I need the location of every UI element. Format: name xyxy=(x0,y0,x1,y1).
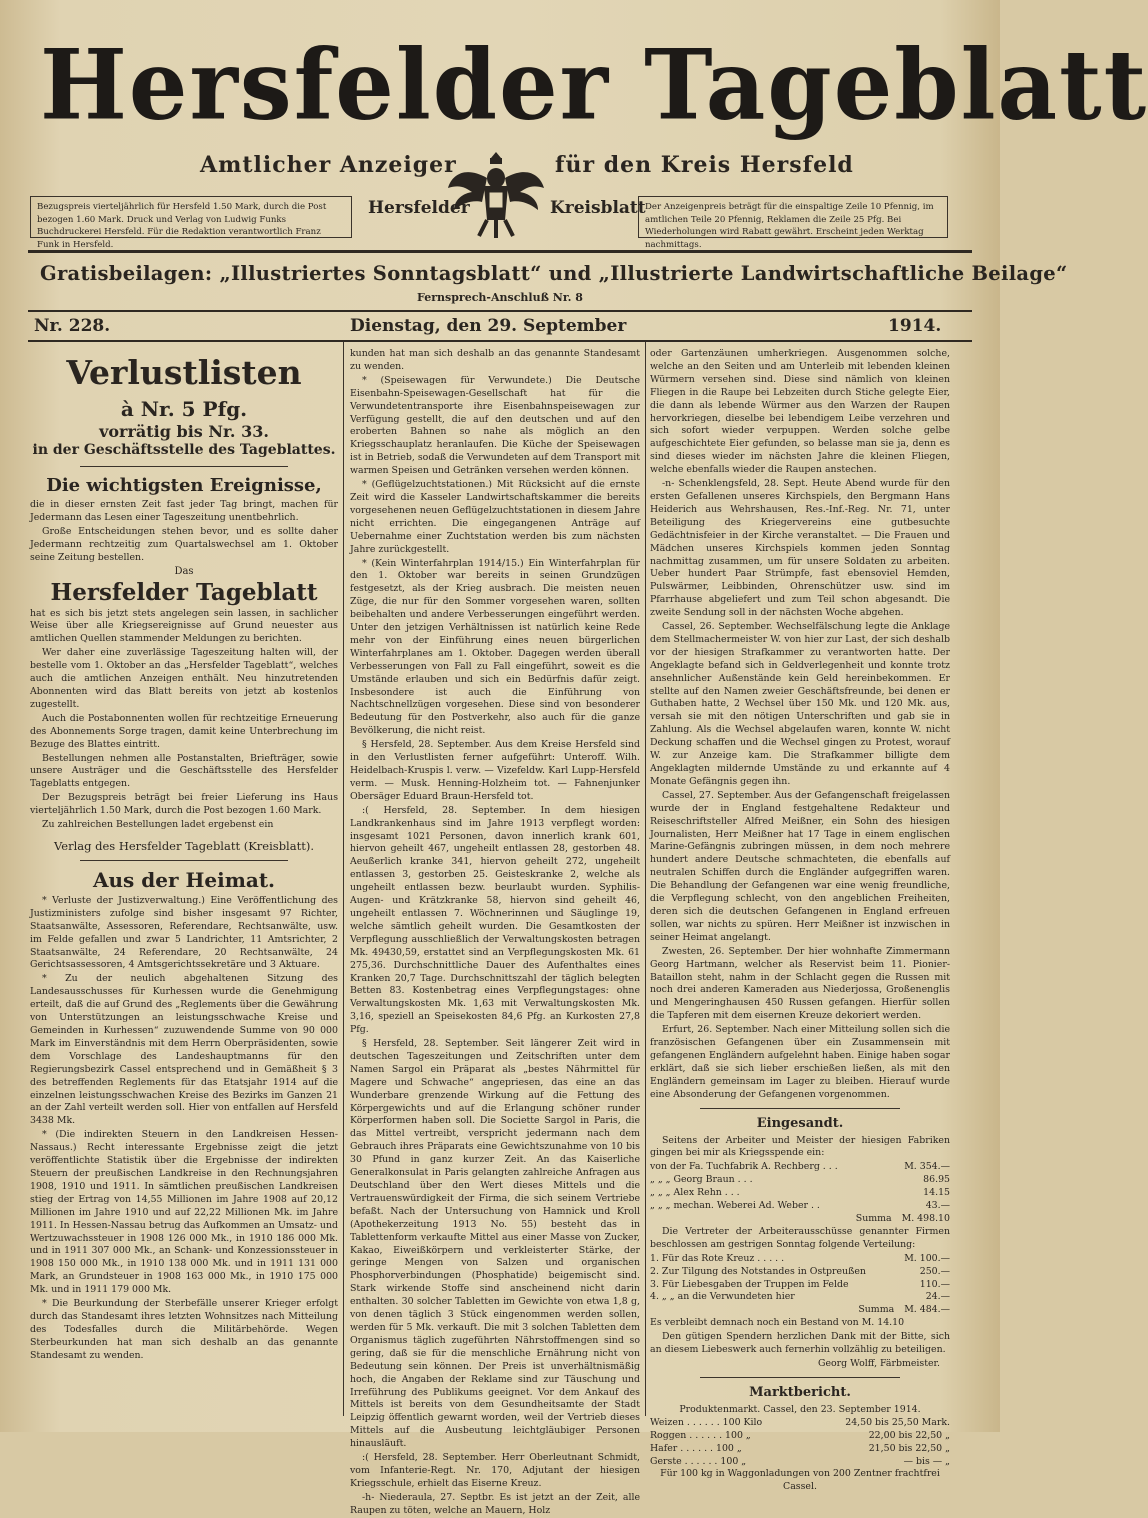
paragraph: :( Hersfeld, 28. September. In dem hiesigen Landkrankenhaus sind im Jahre 1913 verpflegt worden: insgesamt 1021 Personen, davon innerlich krank 601, hiervon geheilt 467, ungeheilt entlassen 28, gestorben 48. Aeußerlich kranke 341, hiervon geheilt 272, ungeheilt entlassen 3, gestorben 25. Geisteskranke 2, welche als ungeheilt entlassen bezw. beurlaubt wurden. Syphilis-Augen- und Krätzkranke 58, hiervon sind geheilt 46, ungeheilt entlassen 7. Wöchnerinnen und Säuglinge 19, welche sämtlich geheilt wurden. Die Gesamtkosten der Verpflegung ausschließlich der Verwaltungskosten betragen Mk. 49430,59, erstattet sind an Verpflegungskosten Mk. 61 275,36. Durchschnittliche Dauer des Aufenthaltes eines Kranken 20,7 Tage. Durchschnittszahl der täglich belegten Betten 83. Kostenbetrag eines Verpflegungstages: ohne Verwaltungskosten Mk. 1,63 mit Verwaltungskosten Mk. 3,16, speziell an Speisekosten 84,6 Pfg. an Kurkosten 27,8 Pfg. xyxy=(350,804,640,1036)
gratis-supplements: Gratisbeilagen: „Illustriertes Sonntagsblatt“ und „Illustrierte Landwirtschaftliche Beilage“ xyxy=(40,262,1068,285)
paragraph: § Hersfeld, 28. September. Seit längerer Zeit wird in deutschen Tageszeitungen und Zeitschriften unter dem Namen Sargol ein Präparat als „bestes Nährmittel für Magere und Schwache“ angepriesen, das eine an das Wunderbare grenzende Wirkung auf die Fettung des Körpergewichts und auf die Erlangung schöner runder Körperformen haben soll. Die Societte Sargol in Paris, die das Mittel vertreibt, verspricht jedermann nach dem Gebrauch ihres Präparats eine Gewichtszunahme von 10 bis 30 Pfund in ganz kurzer Zeit. An das Kaiserliche Generalkonsulat in Paris gelangten zahlreiche Anfragen aus Deutschland über den Wert dieses Mittels und die Vertrauenswürdigkeit der Firma, die sich seinem Vertriebe befaßt. Nach der Untersuchung von Hamnick und Kroll (Apothekerzeitung 1913 No. 55) besteht das in Tablettenform verkaufte Mittel aus einer Masse von Zucker, Kakao, Eiweißkörpern und verkleisterter Stärke, der geringe Mengen von Salzen und organischen Phosphorverbindungen (Phosphatide) beigemischt sind. Stark wirkende Stoffe sind anscheinend nicht darin enthalten. 30 solcher Tabletten im Gewichte von etwa 1,8 g, von denen täglich 3 Stück eingenommen werden sollen, werden für 5 Mk. verkauft. Die mit 3 solchen Tabletten dem Organismus täglich zugeführten Nährstoffmengen sind so gering, daß sie für die menschliche Ernährung nicht von Bedeutung sein können. Der Preis ist unverhältnismäßig hoch, die Angaben der Reklame sind zur Täuschung und Irreführung des Publikums geeignet. Vor dem Ankauf des Mittels ist bereits von dem Gesundheitsamte der Stadt Leipzig öffentlich gewarnt worden, weil der Vertrieb dieses Mittels auf die Ausbeutung leichtgläubiger Personen hinausläuft. xyxy=(350,1038,640,1450)
paragraph: * Zu der neulich abgehaltenen Sitzung des Landesausschusses für Kurhessen wurde die Genehmigung erteilt, daß die auf Grund des „Reglements über die Gewährung von Unterstützungen an leistungsschwache Kreise und Gemeinden in Kurhessen“ zuzuwendende Summe von 90 000 Mark im Einverständnis mit dem Herrn Oberpräsidenten, sowie dem Vorschlage des Landeshauptmanns für den Regierungsbezirk Cassel entsprechend und in Gemäßheit § 3 des betreffenden Reglements für das Etatsjahr 1914 auf die einzelnen leistungsschwachen Kreise des Bezirks im Ganzen 21 an der Zahl verteilt werden soll. Hier von entfallen auf Hersfeld 3438 Mk. xyxy=(30,973,338,1127)
paragraph: :( Hersfeld, 28. September. Herr Oberleutnant Schmidt, vom Infanterie-Regt. Nr. 170, Adjutant der hiesigen Kriegsschule, erhielt das Eiserne Kreuz. xyxy=(350,1452,640,1489)
paragraph: Auch die Postabonnenten wollen für rechtzeitige Erneuerung des Abonnements Sorge tragen, damit keine Unterbrechung im Bezuge des Blattes eintritt. xyxy=(30,712,338,750)
text-das: Das xyxy=(174,565,194,577)
list-item: Roggen . . . . . . 100 „ 22,00 bis 22,50 „ xyxy=(650,1429,950,1441)
publisher-line: Verlag des Hersfelder Tageblatt (Kreisblatt). xyxy=(54,838,314,853)
allocation-list xyxy=(650,1253,950,1318)
eagle-label-right: Kreisblatt xyxy=(550,198,646,218)
list-item: 3. Für Liebesgaben der Truppen im Felde 110.— xyxy=(650,1278,950,1290)
paragraph: oder Gartenzäunen umherkriegen. Ausgenommen solche, welche an den Seiten und am Unterleib mit lebenden kleinen Würmern versehen sind. Diese sind nämlich von kleinen Fliegen in die Raupe bei Lebzeiten durch Stiche gelegte Eier, die dann als lebende Würmer aus den Warzen der Raupen hervorkriegen, dieselbe bei lebendigem Leibe verzehren und sich sofort wieder verpuppen. Werden solche gelbe aufgeschichtete Eier gefunden, so belasse man sie ja, denn es sind dieses wieder im nächsten Jahre die kleinen Fliegen, welche ebenfalls wieder die Raupen anstechen. xyxy=(650,348,950,476)
eagle-crest-icon xyxy=(446,148,546,243)
paragraph: Erfurt, 26. September. Nach einer Mitteilung sollen sich die französischen Gefangenen über ein Zusammensein mit gefangenen Engländern aufgelehnt haben. Einige haben sogar erklärt, daß sie sich lieber erschießen ließen, als mit den Engländern gemeinsam im Lager zu bleiben. Hierauf wurde eine Absonderung der Gefangenen vorgenommen. xyxy=(650,1024,950,1100)
paragraph: hat es sich bis jetzt stets angelegen sein lassen, in sachlicher Weise über alle Kriegsereignisse auf Grund neuester aus amtlichen Quellen stammender Meldungen zu berichten. xyxy=(30,607,338,645)
list-item: Hafer . . . . . . 100 „ 21,50 bis 22,50 „ xyxy=(650,1442,950,1454)
paragraph: Zwesten, 26. September. Der hier wohnhafte Zimmermann Georg Hartmann, welcher als Reservist beim 11. Pionier-Bataillon steht, nahm in der Schlacht gegen die Russen mit noch drei anderen Kameraden aus Niederjossa, Großenenglis und Mengeringhausen 450 Russen gefangen. Hierfür sollen die Tapferen mit dem eisernen Kreuze dekoriert werden. xyxy=(650,945,950,1022)
divider xyxy=(80,860,288,861)
paragraph: * (Speisewagen für Verwundete.) Die Deutsche Eisenbahn-Speisewagen-Gesellschaft hat für die Verwundetentransporte ihre Eisenbahnspeisewagen zur Verfügung gestellt, die auf den deutschen und auf den eroberten Bahnen so nahe als möglich an den Kriegsschauplatz heranlaufen. Die Küche der Speisewagen ist in Betrieb, sodaß die Verwundeten auf dem Transport mit warmen Speisen und Getränken versehen werden können. xyxy=(350,374,640,477)
paragraph: Wer daher eine zuverlässige Tageszeitung halten will, der bestelle vom 1. Oktober an das „Hersfelder Tageblatt“, welches auch die amtlichen Anzeigen enthält. Neu hinzutretenden Abonnenten wird das Blatt bereits von jetzt ab kostenlos zugestellt. xyxy=(30,647,338,710)
section-title-eingesandt: Eingesandt. xyxy=(756,1115,844,1131)
masthead-subtitle-right: für den Kreis Hersfeld xyxy=(555,152,854,178)
subscription-info-box: Bezugspreis vierteljährlich für Hersfeld 1.50 Mark, durch die Post bezogen 1.60 Mark. Druck und Verlag von Ludwig Funks Buchdruckerei Hersfeld. Für die Redaktion verantwortlich Franz Funk in Hersfeld. xyxy=(30,196,352,238)
market-footnote: Für 100 kg in Waggonladungen von 200 Zentner frachtfrei Cassel. xyxy=(660,1468,940,1493)
paragraph: § Hersfeld, 28. September. Aus dem Kreise Hersfeld sind in den Verlustlisten ferner aufgeführt: Unteroff. Wilh. Heidelbach-Kruspis l. verw. — Vizefeldw. Karl Lupp-Hersfeld verm. — Musk. Henning-Holzheim tot. — Fahnenjunker Obersäger Eduard Braun-Hersfeld tot. xyxy=(350,739,640,802)
market-heading: Produktenmarkt. Cassel, den 23. September 1914. xyxy=(679,1403,921,1415)
section-title-marktbericht: Marktbericht. xyxy=(749,1384,851,1400)
divider xyxy=(700,1377,900,1378)
paragraph: Es verbleibt demnach noch ein Bestand von M. 14.10 xyxy=(650,1317,905,1329)
divider xyxy=(80,466,288,467)
paragraph: Seitens der Arbeiter und Meister der hiesigen Fabriken gingen bei mir als Kriegsspende ein: xyxy=(650,1134,950,1159)
paragraph: * Verluste der Justizverwaltung.) Eine Veröffentlichung des Justizministers zufolge sind bisher insgesamt 97 Richter, Staatsanwälte, Assessoren, Referendare, Rechtsanwälte, usw. im Felde gefallen und zwar 5 Landrichter, 11 Amtsrichter, 2 Staatsanwälte, 24 Referendare, 20 Rechtsanwälte, 24 Gerichtsassessoren, 4 Amtsgerichtssekretäre und 3 Aktuare. xyxy=(30,894,338,971)
ad-price: à Nr. 5 Pfg. xyxy=(120,397,248,421)
paragraph: kunden hat man sich deshalb an das genannte Standesamt zu wenden. xyxy=(350,348,640,372)
paragraph: Zu zahlreichen Bestellungen ladet ergebenst ein xyxy=(42,819,274,831)
list-item: 1. Für das Rote Kreuz . . . . . M. 100.— xyxy=(650,1252,950,1264)
section-title-heimat: Aus der Heimat. xyxy=(92,867,276,892)
paragraph: -n- Schenklengsfeld, 28. Sept. Heute Abend wurde für den ersten Gefallenen unseres Kirchspiels, den Bergmann Hans Heiderich aus Wehrshausen, Res.-Inf.-Reg. Nr. 71, unter Beteiligung des Kriegervereins eine gutbesuchte Gedächtnisfeier in der Kirche veranstaltet. — Die Frauen und Mädchen unseres Kirchspiels kommen jeden Sonntag nachmittag zusammen, um für unsere Soldaten zu arbeiten. Ueber hundert Paar Strümpfe, fast ebensoviel Hemden, Pulswärmer, Leibbinden, Ohrenschützer usw. sind im Pfarrhause abgeliefert und zum Teil schon abgesandt. Die zweite Sendung soll in der nächsten Woche abgehen. xyxy=(650,478,950,619)
ad-title: Verlustlisten xyxy=(66,353,302,392)
paragraph: Cassel, 27. September. Aus der Gefangenschaft freigelassen wurde der in England festgehaltene Redakteur und Reiseschriftsteller Alfred Meißner, ein Sohn des hiesigen Journalisten, Herr Meißner hat 17 Tage in einem englischen Marine-Gefängnis zubringen müssen, in dem noch mehrere hundert andere Deutsche schmachteten, die ebenfalls auf neutralen Schiffen durch die Engländer aufgegriffen waren. Die Behandlung der Gefangenen war eine wenig freundliche, die Verpflegung schlecht, von den angeblichen Freiheiten, deren sich die deutschen Gefangenen in England erfreuen sollen, war nichts zu spüren. Herr Meißner ist inzwischen in seiner Heimat angelangt. xyxy=(650,789,950,943)
paragraph: * (Die indirekten Steuern in den Landkreisen Hessen-Nassaus.) Recht interessante Ergebnisse zeigt die jetzt veröffentlichte Statistik über die Ergebnisse der indirekten Steuern der preußischen Landkreise in den Rechnungsjahren 1908, 1910 und 1911. In sämtlichen preußischen Landkreisen stieg der Ertrag von 14,55 Millionen im Jahre 1908 auf 20,12 Millionen im Jahre 1910 und auf 22,22 Millionen Mk. im Jahre 1911. In Hessen-Nassau betrug das Aufkommen an Umsatz- und Wertzuwachssteuer in 1908 126 000 Mk., in 1910 186 000 Mk. und in 1911 307 000 Mk., an Schank- und Konzessionssteuer in 1908 150 000 Mk., in 1910 138 000 Mk. und in 1911 131 000 Mark, an Grundsteuer in 1908 163 000 Mk., in 1910 175 000 Mk. und in 1911 179 000 Mk. xyxy=(30,1129,338,1296)
paragraph: Cassel, 26. September. Wechselfälschung legte die Anklage dem Stellmachermeister W. von hier zur Last, der sich deshalb vor der hiesigen Strafkammer zu verantworten hatte. Der Angeklagte befand sich in Geldverlegenheit und konnte trotz ansehnlicher Außenstände kein Geld hereinbekommen. Er stellte auf den Namen zweier Geschäftsfreunde, bei denen er Guthaben hatte, 2 Wechsel über 150 Mk. und 120 Mk. aus, versah sie mit den nötigen Unterschriften und gab sie in Zahlung. Als die Wechsel abgelaufen waren, konnte W. nicht Deckung schaffen und die Wechsel gingen zu Protest, worauf W. zur Anzeige kam. Die Strafkammer billigte dem Angeklagten mildernde Umstände zu und erkannte auf 4 Monate Gefängnis gegen ihn. xyxy=(650,621,950,787)
list-item: „ „ „ Georg Braun . . . 86.95 xyxy=(650,1174,950,1186)
list-item: Gerste . . . . . . 100 „ — bis — „ xyxy=(650,1455,950,1467)
list-item: von der Fa. Tuchfabrik A. Rechberg . . . M. 354.— xyxy=(650,1161,950,1173)
telephone-line: Fernsprech-Anschluß Nr. 8 xyxy=(417,291,583,304)
column-divider xyxy=(645,342,646,1416)
advertising-info-box: Der Anzeigenpreis beträgt für die einspaltige Zeile 10 Pfennig, im amtlichen Teile 20 Pfennig, Reklamen die Zeile 25 Pfg. Bei Wiederholungen wird Rabatt gewährt. Erscheint jeden Werktag nachmittags. xyxy=(638,196,948,238)
divider xyxy=(700,1108,900,1109)
paragraph: * Die Beurkundung der Sterbefälle unserer Krieger erfolgt durch das Standesamt ihres letzten Wohnsitzes nach Mitteilung des Todesfalles durch die Militärbehörde. Wegen Sterbeurkunden hat man sich deshalb an das genannte Standesamt zu wenden. xyxy=(30,1298,338,1361)
column-left xyxy=(30,348,338,1418)
list-item: „ „ „ mechan. Weberei Ad. Weber . . 43.— xyxy=(650,1200,950,1212)
donor-list xyxy=(650,1161,950,1226)
issue-year: 1914. xyxy=(888,316,942,336)
paragraph: * (Kein Winterfahrplan 1914/15.) Ein Winterfahrplan für den 1. Oktober war bereits in seinen Grundzügen festgesetzt, als der Krieg ausbrach. Die meisten neuen Züge, die nur für den Sommer vorgesehen waren, sollten beibehalten und andere Verbesserungen eingeführt werden. Unter den jetzigen Verhältnissen ist natürlich keine Rede mehr von der Einführung eines neuen bürgerlichen Winterfahrplanes am 1. Oktober. Dagegen werden überall Verbesserungen von Fall zu Fall eingeführt, soweit es die Umstände erlauben und sich ein Bedürfnis dafür zeigt. Insbesondere ist auch die Einführung von Nachtschnellzügen vorgesehen. Diese sind von besonderer Bedeutung für den Postverkehr, also auch für die ganze Bevölkerung, die nicht reist. xyxy=(350,557,640,737)
ad-location: in der Geschäftsstelle des Tageblattes. xyxy=(32,442,336,458)
list-item: 4. „ „ an die Verwundeten hier 24.— xyxy=(650,1291,950,1303)
masthead-subtitle-left: Amtlicher Anzeiger xyxy=(200,152,457,178)
list-item: Summa M. 484.— xyxy=(858,1304,950,1316)
paragraph: * (Geflügelzuchtstationen.) Mit Rücksicht auf die ernste Zeit wird die Kasseler Landwirtschaftskammer die bereits vorgesehenen neuen Geflügelzuchtstationen in diesem Jahre nicht errichten. Die eingegangenen Anträge auf Uebernahme einer Zuchtstation werden bis zum nächsten Jahre zurückgestellt. xyxy=(350,479,640,555)
paragraph: Große Entscheidungen stehen bevor, und es sollte daher Jedermann rechtzeitig zum Quartalswechsel am 1. Oktober seine Zeitung bestellen. xyxy=(30,525,338,563)
paragraph: die in dieser ernsten Zeit fast jeder Tag bringt, machen für Jedermann das Lesen einer Tageszeitung unentbehrlich. xyxy=(30,499,338,523)
paper-name: Hersfelder Tageblatt xyxy=(50,578,318,606)
list-item: „ „ „ Alex Rehn . . . 14.15 xyxy=(650,1187,950,1199)
column-divider xyxy=(343,342,344,1416)
paragraph: Den gütigen Spendern herzlichen Dank mit der Bitte, sich an diesem Liebeswerk auch fernerhin vollzählig zu beteiligen. xyxy=(650,1331,950,1356)
masthead-rule xyxy=(28,250,972,253)
market-price-list xyxy=(650,1417,950,1469)
ad-stock: vorrätig bis Nr. 33. xyxy=(99,422,269,441)
dateline-rule-bottom xyxy=(28,340,972,342)
column-right xyxy=(650,348,950,1493)
list-item: Weizen . . . . . . 100 Kilo 24,50 bis 25,50 Mark. xyxy=(650,1416,950,1428)
paragraph: -h- Niederaula, 27. Septbr. Es ist jetzt an der Zeit, alle Raupen zu töten, welche an Mauern, Holz xyxy=(350,1491,640,1516)
dateline-rule-top xyxy=(28,310,972,312)
issue-number: Nr. 228. xyxy=(34,316,111,336)
paragraph: Die Vertreter der Arbeiterausschüsse genannter Firmen beschlossen am gestrigen Sonntag folgende Verteilung: xyxy=(650,1225,950,1250)
list-item: 2. Zur Tilgung des Notstandes in Ostpreußen 250.— xyxy=(650,1265,950,1277)
list-item: Summa M. 498.10 xyxy=(855,1213,950,1224)
issue-date: Dienstag, den 29. September xyxy=(350,316,627,336)
paragraph: Bestellungen nehmen alle Postanstalten, Briefträger, sowie unsere Austräger und die Geschäftsstelle des Hersfelder Tageblatts entgegen. xyxy=(30,752,338,790)
column-middle xyxy=(350,348,640,1516)
masthead-title: Hersfelder Tageblatt xyxy=(40,28,1148,142)
signature: Georg Wolff, Färbmeister. xyxy=(817,1357,940,1369)
paragraph: Der Bezugspreis beträgt bei freier Lieferung ins Haus vierteljährlich 1.50 Mark, durch die Post bezogen 1.60 Mark. xyxy=(30,792,338,817)
events-title: Die wichtigsten Ereignisse, xyxy=(46,475,322,496)
eagle-label-left: Hersfelder xyxy=(368,198,470,218)
